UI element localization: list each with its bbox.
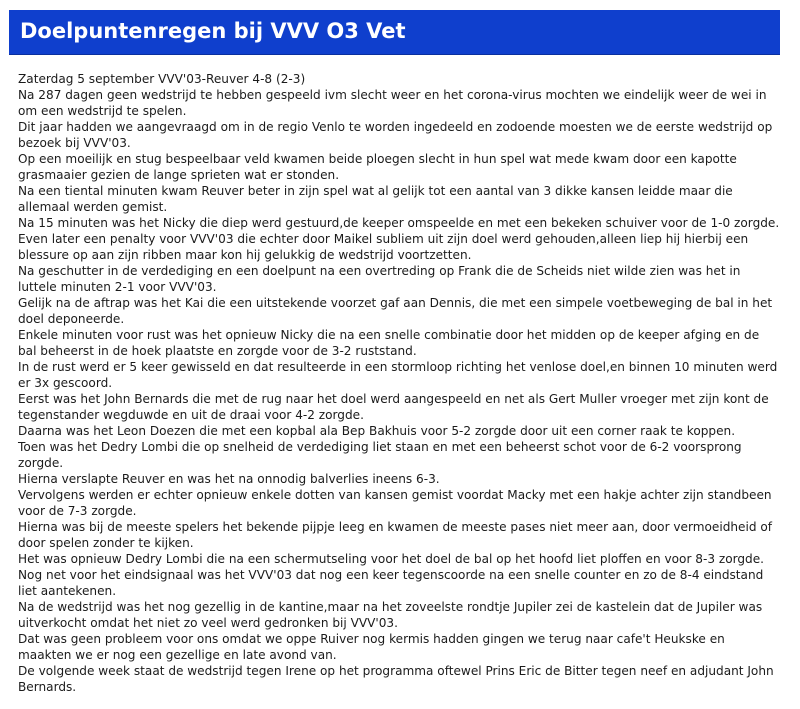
article-paragraph: Na 287 dagen geen wedstrijd te hebben gespeeld ivm slecht weer en het corona-virus mochten we eindelijk weer de wei in om een wedstrijd te spelen.	[18, 88, 767, 118]
article-paragraph: Na 15 minuten was het Nicky die diep werd gestuurd,de keeper omspeelde en met een bekeken schuiver voor de 1-0 zorgde.	[18, 216, 780, 230]
article-body	[18, 71, 780, 695]
article-paragraph: Nog net voor het eindsignaal was het VVV'03 dat nog een keer tegenscoorde na een snelle counter en zo de 8-4 eindstand liet aantekenen.	[18, 568, 764, 598]
article-paragraph: Het was opnieuw Dedry Lombi die na een schermutseling voor het doel de bal op het hoofd liet ploffen en voor 8-3 zorgde.	[18, 552, 764, 566]
article-paragraph: De volgende week staat de wedstrijd tegen Irene op het programma oftewel Prins Eric de Bitter tegen neef en adjudant John Bernards.	[18, 664, 774, 694]
article-paragraph: Dit jaar hadden we aangevraagd om in de regio Venlo te worden ingedeeld en zodoende moesten we de eerste wedstrijd op bezoek bij VVV'03.	[18, 120, 773, 150]
article-title: Doelpuntenregen bij VVV O3 Vet	[20, 19, 406, 43]
article-paragraph: Gelijk na de aftrap was het Kai die een uitstekende voorzet gaf aan Dennis, die met een simpele voetbeweging de bal in het doel deponeerde.	[18, 296, 773, 326]
article-paragraph: Na de wedstrijd was het nog gezellig in de kantine,maar na het zoveelste rondtje Jupiler zei de kastelein dat de Jupiler was uitverkocht omdat het niet zo veel werd gedronken bij VVV'03.	[18, 600, 763, 630]
article-paragraph: Eerst was het John Bernards die met de rug naar het doel werd aangespeeld en net als Gert Muller vroeger met zijn kont de tegenstander wegduwde en uit de draai voor 4-2 zorgde.	[18, 392, 769, 422]
article-paragraph: Enkele minuten voor rust was het opnieuw Nicky die na een snelle combinatie door het midden op de keeper afging en de bal beheerst in de hoek plaatste en zorgde voor de 3-2 ruststand.	[18, 328, 760, 358]
title-bar	[9, 10, 780, 55]
article-paragraph: Dat was geen probleem voor ons omdat we oppe Ruiver nog kermis hadden gingen we terug naar cafe't Heukske en maakten we er nog een gezellige en late avond van.	[18, 632, 725, 662]
article-paragraph: Toen was het Dedry Lombi die op snelheid de verdediging liet staan en met een beheerst schot voor de 6-2 voorsprong zorgde.	[18, 440, 742, 470]
article-paragraph: Na een tiental minuten kwam Reuver beter in zijn spel wat al gelijk tot een aantal van 3 dikke kansen leidde maar die allemaal werden gemist.	[18, 184, 733, 214]
article-paragraph: Hierna verslapte Reuver en was het na onnodig balverlies ineens 6-3.	[18, 472, 440, 486]
article-paragraph: Daarna was het Leon Doezen die met een kopbal ala Bep Bakhuis voor 5-2 zorgde door uit een corner raak te koppen.	[18, 424, 736, 438]
article-paragraph: In de rust werd er 5 keer gewisseld en dat resulteerde in een stormloop richting het venlose doel,en binnen 10 minuten werd er 3x gescoord.	[18, 360, 778, 390]
article-paragraph: Op een moeilijk en stug bespeelbaar veld kwamen beide ploegen slecht in hun spel wat mede kwam door een kapotte grasmaaier gezien de lange sprieten wat er stonden.	[18, 152, 737, 182]
article-paragraph: Even later een penalty voor VVV'03 die echter door Maikel subliem uit zijn doel werd gehouden,alleen liep hij hierbij een blessure op aan zijn ribben maar kon hij gelukkig de wedstrijd voortzetten.	[18, 232, 749, 262]
article-paragraph: Na geschutter in de verdediging en een doelpunt na een overtreding op Frank die de Scheids niet wilde zien was het in luttele minuten 2-1 voor VVV'03.	[18, 264, 741, 294]
article-paragraph: Vervolgens werden er echter opnieuw enkele dotten van kansen gemist voordat Macky met een hakje achter zijn standbeen voor de 7-3 zorgde.	[18, 488, 772, 518]
article-paragraph: Zaterdag 5 september VVV'03-Reuver 4-8 (2-3)	[18, 72, 306, 86]
article-paragraph: Hierna was bij de meeste spelers het bekende pijpje leeg en kwamen de meeste pases niet meer aan, door vermoeidheid of door spelen zonder te kijken.	[18, 520, 773, 550]
